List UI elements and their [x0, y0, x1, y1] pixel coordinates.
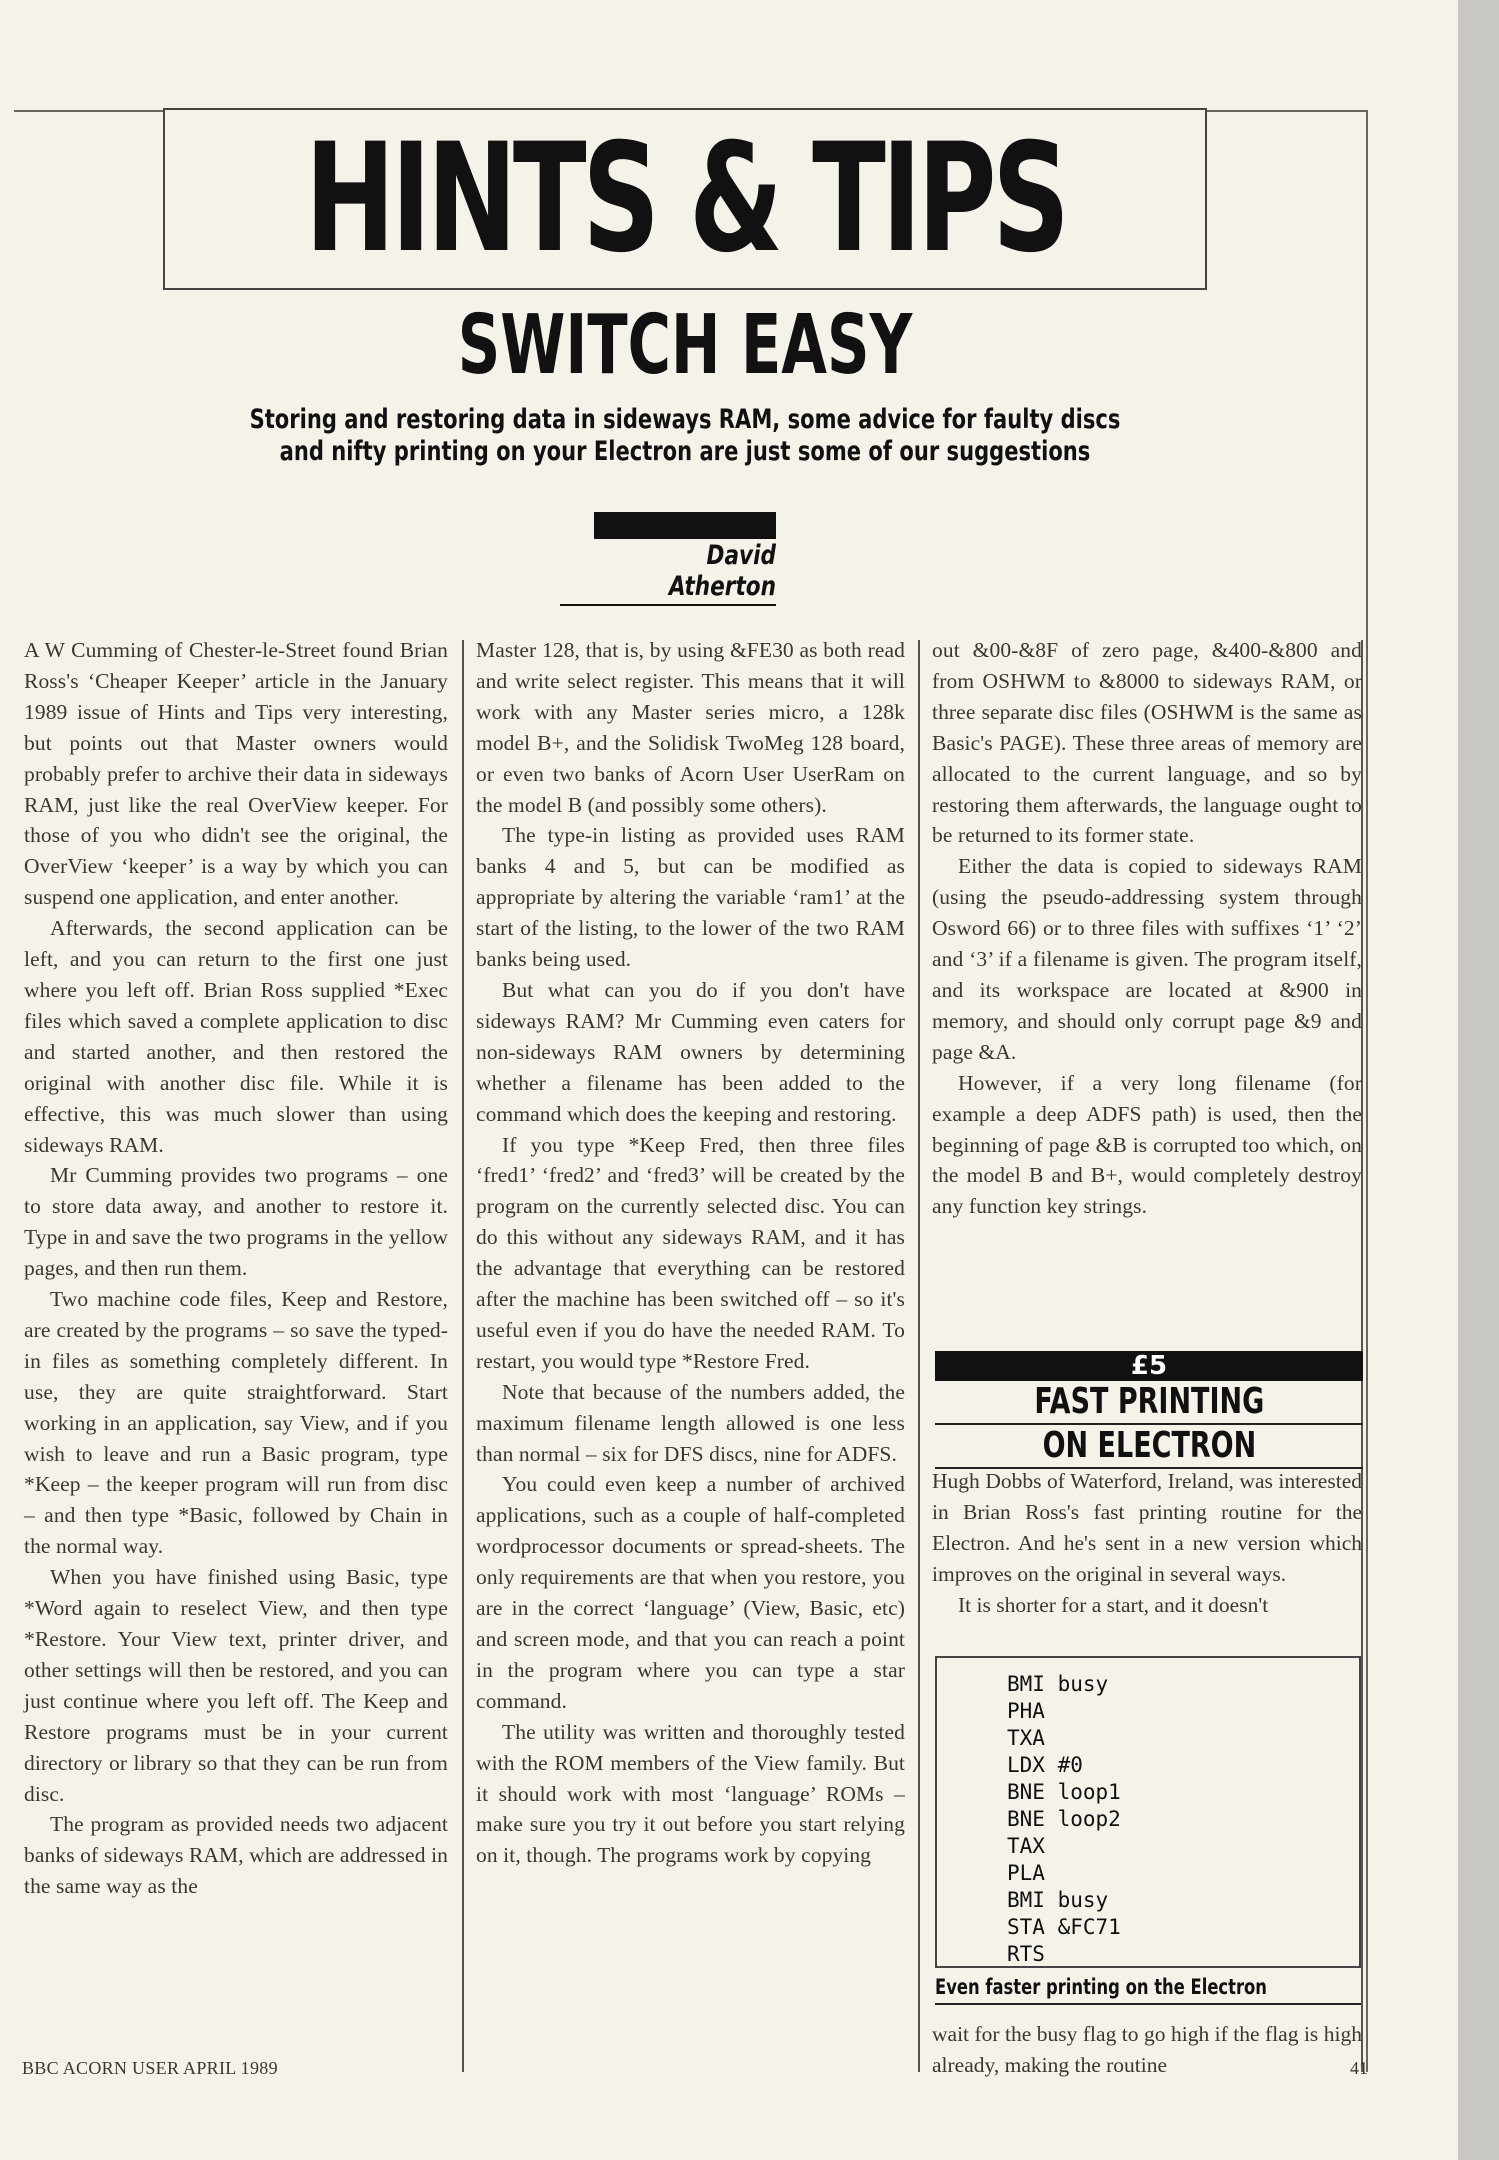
section-title: HINTS & TIPS: [304, 112, 1066, 286]
prize-badge: £5: [935, 1351, 1363, 1381]
tip-title-text-1: FAST PRINTING: [1034, 1381, 1264, 1422]
paragraph: Hugh Dobbs of Waterford, Ireland, was interested in Brian Ross's fast printing routine for the Electron. And he's sent in a new version which improves on the original in several ways.: [932, 1469, 1362, 1586]
tip-body: [932, 1466, 1362, 1621]
paragraph: Afterwards, the second application can be left, and you can return to the first one just where you left off. Brian Ross supplied *Exec files which saved a complete application to disc and started another, and then restored the original with another disc file. While it is effective, this was much slower than using sideways RAM.: [24, 916, 448, 1157]
code-line: BNE loop2: [1007, 1807, 1121, 1831]
code-line: BMI busy: [1007, 1672, 1109, 1696]
binding-edge: [1458, 0, 1499, 2160]
standfirst-line-2: and nifty printing on your Electron are just some of our suggestions: [279, 436, 1091, 467]
tip-body-continued: [932, 2019, 1362, 2081]
page-number: 41: [1350, 2058, 1368, 2078]
paragraph: Mr Cumming provides two programs – one to store data away, and another to restore it. Type in and save the two programs in the yellow pages, and then run them.: [24, 1163, 448, 1281]
paragraph: A W Cumming of Chester-le-Street found Brian Ross's ‘Cheaper Keeper’ article in the January 1989 issue of Hints and Tips very interesting, but points out that Master owners would probably prefer to archive their data in sideways RAM, just like the real OverView keeper. For those of you who didn't see the original, the OverView ‘keeper’ is a way by which you can suspend one application, and enter another.: [24, 638, 448, 910]
code-line: LDX #0: [1007, 1753, 1083, 1777]
tip-heading: [935, 1351, 1363, 1469]
code-line: PLA: [1007, 1861, 1045, 1885]
paragraph: You could even keep a number of archived applications, such as a couple of half-completed wordprocessor documents or spread-sheets. The only requirements are that when you restore, you are in the correct ‘language’ (View, Basic, etc) and screen mode, and that you can reach a point in the program where you can type a star command.: [476, 1472, 905, 1713]
tip-title-text-2: ON ELECTRON: [1042, 1425, 1256, 1466]
paragraph: Note that because of the numbers added, the maximum filename length allowed is one less than normal – six for DFS discs, nine for ADFS.: [476, 1379, 905, 1466]
standfirst-line-1: Storing and restoring data in sideways RAM, some advice for faulty discs: [249, 404, 1121, 435]
column-rule: [918, 640, 920, 2072]
paragraph: Either the data is copied to sideways RAM (using the pseudo-addressing system through Osword 66) or to three files with suffixes ‘1’ ‘2’ and ‘3’ if a filename is given. The program itself, and its workspace are located at &900 in memory, and should only corrupt page &9 and page &A.: [932, 854, 1362, 1064]
tip-title-line-2: [935, 1425, 1363, 1469]
code-line: STA &FC71: [1007, 1915, 1121, 1939]
code-caption: [935, 1975, 1361, 2005]
paragraph: The type-in listing as provided uses RAM banks 4 and 5, but can be modified as appropriate by altering the variable ‘ram1’ at the start of the listing, to the lower of the two RAM banks being used.: [476, 823, 905, 972]
column-rule: [462, 640, 464, 2072]
article-headline: SWITCH EASY: [457, 298, 913, 393]
code-line: BNE loop1: [1007, 1780, 1121, 1804]
magazine-footer: BBC ACORN USER APRIL 1989: [22, 2058, 278, 2078]
paragraph: Two machine code files, Keep and Restore, are created by the programs – so save the typed-in files as something completely different. In use, they are quite straightforward. Start working in an application, say View, and if you wish to leave and run a Basic program, type *Keep – the keeper program will run from disc – and then type *Basic, followed by Chain in the normal way.: [24, 1287, 448, 1559]
code-line: BMI busy: [1007, 1888, 1109, 1912]
standfirst: [151, 404, 1220, 468]
byline: [560, 540, 776, 606]
paragraph: If you type *Keep Fred, then three files ‘fred1’ ‘fred2’ and ‘fred3’ will be created by the program on the currently selected disc. You can do this without any sideways RAM, and it has the advantage that everything can be restored after the machine has been switched off – so it's useful even if you do have the needed RAM. To restart, you would type *Restore Fred.: [476, 1132, 905, 1373]
byline-bar: [594, 512, 776, 539]
paragraph: When you have finished using Basic, type *Word again to reselect View, and then type *Restore. Your View text, printer driver, and other settings will then be restored, and you can just continue where you left off. The Keep and Restore programs must be in your current directory or library so that they can be run from disc.: [24, 1565, 448, 1806]
tip-title-line-1: [935, 1381, 1363, 1425]
paragraph: out &00-&8F of zero page, &400-&800 and from OSHWM to &8000 to sideways RAM, or three separate disc files (OSHWM is the same as Basic's PAGE). These three areas of memory are allocated to the current language, and so by restoring them afterwards, the language ought to be returned to its former state.: [932, 638, 1362, 848]
code-line: PHA: [1007, 1699, 1045, 1723]
column-2: [476, 635, 905, 1871]
code-listing: [935, 1656, 1361, 1968]
column-1: [24, 635, 448, 1902]
column-3: [932, 635, 1362, 1222]
paragraph: Master 128, that is, by using &FE30 as both read and write select register. This means that it will work with any Master series micro, a 128k model B+, and the Solidisk TwoMeg 128 board, or even two banks of Acorn User UserRam on the model B (and possibly some others).: [476, 638, 905, 817]
code-line: TAX: [1007, 1834, 1045, 1858]
code-line: TXA: [1007, 1726, 1045, 1750]
paragraph: However, if a very long filename (for example a deep ADFS path) is used, then the beginning of page &B is corrupted too which, on the model B and B+, would completely destroy any function key strings.: [932, 1070, 1362, 1219]
byline-text: David Atherton: [668, 540, 776, 602]
paragraph: The program as provided needs two adjacent banks of sideways RAM, which are addressed in the same way as the: [24, 1812, 448, 1899]
caption-text: Even faster printing on the Electron: [935, 1975, 1267, 1999]
paragraph: The utility was written and thoroughly tested with the ROM members of the View family. But it should work with most ‘language’ ROMs – make sure you try it out before you start relying on it, though. The programs work by copying: [476, 1719, 905, 1868]
title-box: [163, 108, 1207, 290]
paragraph: wait for the busy flag to go high if the flag is high already, making the routine: [932, 2022, 1362, 2077]
paragraph: It is shorter for a start, and it doesn't: [958, 1592, 1269, 1617]
code-line: RTS: [1007, 1942, 1045, 1966]
paragraph: But what can you do if you don't have sideways RAM? Mr Cumming even caters for non-sideways RAM owners by determining whether a filename has been added to the command which does the keeping and restoring.: [476, 977, 905, 1126]
